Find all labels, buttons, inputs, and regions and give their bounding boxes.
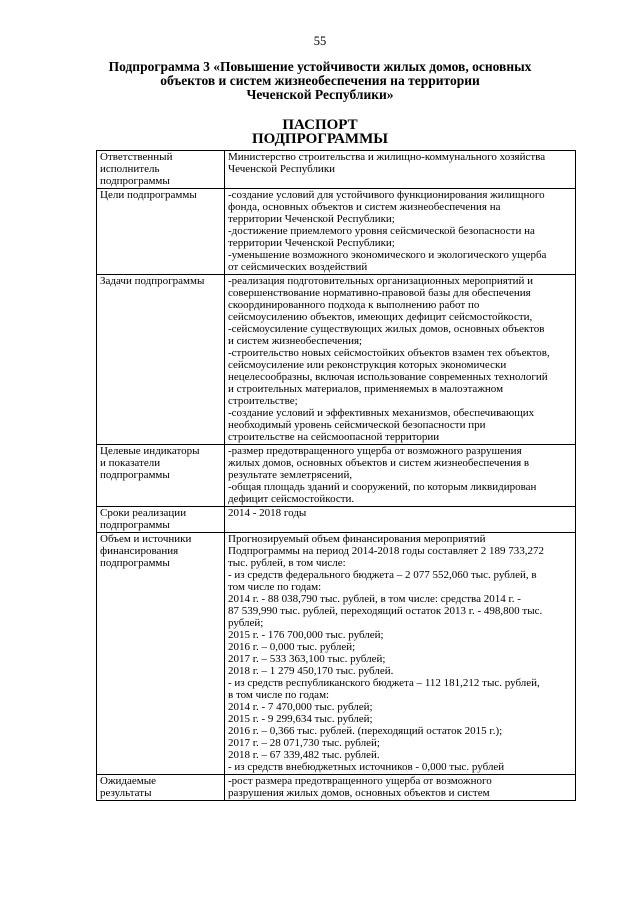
- value-line: - из средств федерального бюджета – 2 077 552,060 тыс. рублей, в: [228, 569, 537, 581]
- value-line: -рост размера предотвращенного ущерба от возможного: [228, 775, 492, 787]
- value-line: жилых домов, основных объектов и систем жизнеобеспечения в: [228, 457, 530, 469]
- row-value: [225, 445, 576, 507]
- value-line: -сейсмоусиление существующих жилых домов, основных объектов: [228, 323, 545, 335]
- row-label: [97, 507, 225, 533]
- value-line: Прогнозируемый объем финансирования мероприятий: [228, 533, 486, 545]
- label-line: исполнитель: [100, 163, 160, 175]
- row-value: [225, 507, 576, 533]
- row-label: [97, 445, 225, 507]
- row-value: [225, 275, 576, 445]
- value-line: необходимый уровень сейсмической безопасности при: [228, 419, 486, 431]
- value-line: нецелесообразны, включая использование современных технологий: [228, 371, 548, 383]
- value-line: 2014 - 2018 годы: [228, 507, 307, 519]
- label-line: Ожидаемые: [100, 775, 157, 787]
- label-line: подпрограммы: [100, 557, 170, 569]
- value-line: и систем жизнеобеспечения;: [228, 335, 363, 347]
- table-row: [97, 507, 576, 533]
- table-row: [97, 151, 576, 189]
- page-number: 55: [313, 34, 327, 48]
- table-row: [97, 775, 576, 801]
- row-value: [225, 533, 576, 775]
- value-line: -размер предотвращенного ущерба от возможного разрушения: [228, 445, 522, 457]
- value-line: 2015 г. - 9 299,634 тыс. рублей;: [228, 713, 373, 725]
- value-line: -достижение приемлемого уровня сейсмической безопасности на: [228, 225, 535, 237]
- value-line: том числе по годам:: [228, 581, 322, 593]
- value-line: 2016 г. – 0,000 тыс. рублей;: [228, 641, 356, 653]
- value-line: в том числе по годам:: [228, 689, 330, 701]
- value-line: 2015 г. - 176 700,000 тыс. рублей;: [228, 629, 384, 641]
- value-line: -общая площадь зданий и сооружений, по которым ликвидирован: [228, 481, 537, 493]
- label-line: подпрограммы: [100, 519, 170, 531]
- value-line: тыс. рублей, в том числе:: [228, 557, 346, 569]
- value-line: - из средств республиканского бюджета – 112 181,212 тыс. рублей,: [228, 677, 540, 689]
- value-line: 2014 г. - 7 470,000 тыс. рублей;: [228, 701, 373, 713]
- table-row: [97, 533, 576, 775]
- value-line: 2017 г. – 28 071,730 тыс. рублей;: [228, 737, 380, 749]
- row-label: [97, 533, 225, 775]
- label-line: Цели подпрограммы: [100, 189, 197, 201]
- heading-line: ПОДПРОГРАММЫ: [252, 131, 388, 147]
- row-value: [225, 151, 576, 189]
- value-line: территории Чеченской Республики;: [228, 237, 395, 249]
- row-value: [225, 189, 576, 275]
- value-line: 2014 г. - 88 038,790 тыс. рублей, в том числе: средства 2014 г. -: [228, 593, 521, 605]
- value-line: 87 539,990 тыс. рублей, переходящий остаток 2013 г. - 498,800 тыс.: [228, 605, 543, 617]
- value-line: -строительство новых сейсмостойких объектов взамен тех объектов,: [228, 347, 550, 359]
- row-label: [97, 275, 225, 445]
- value-line: рублей;: [228, 617, 264, 629]
- table-row: [97, 445, 576, 507]
- label-line: Ответственный: [100, 151, 173, 163]
- value-line: 2017 г. – 533 363,100 тыс. рублей;: [228, 653, 386, 665]
- passport-table-body: [97, 151, 576, 801]
- value-line: - из средств внебюджетных источников - 0,000 тыс. рублей: [228, 761, 505, 773]
- value-line: строительстве на сейсмоопасной территории: [228, 431, 440, 443]
- table-row: [97, 189, 576, 275]
- value-line: фонда, основных объектов и систем жизнеобеспечения на: [228, 201, 501, 213]
- row-label: [97, 189, 225, 275]
- label-line: и показатели: [100, 457, 161, 469]
- title-line: Подпрограмма 3 «Повышение устойчивости жилых домов, основных: [108, 59, 532, 74]
- value-line: совершенствование нормативно-правовой базы для обеспечения: [228, 287, 531, 299]
- label-line: подпрограммы: [100, 469, 170, 481]
- label-line: Целевые индикаторы: [100, 445, 200, 457]
- value-line: Министерство строительства и жилищно-коммунального хозяйства: [228, 151, 546, 163]
- value-line: сейсмоусилению объектов, имеющих дефицит сейсмостойкости,: [228, 311, 533, 323]
- label-line: Объем и источники: [100, 533, 192, 545]
- row-label: [97, 151, 225, 189]
- value-line: Подпрограммы на период 2014-2018 годы составляет 2 189 733,272: [228, 545, 544, 557]
- value-line: и строительных материалов, применяемых в малоэтажном: [228, 383, 504, 395]
- value-line: 2018 г. – 1 279 450,170 тыс. рублей.: [228, 665, 394, 677]
- value-line: -создание условий и эффективных механизмов, обеспечивающих: [228, 407, 535, 419]
- value-line: сейсмоусиление или реконструкция которых экономически: [228, 359, 507, 371]
- value-line: строительстве;: [228, 395, 298, 407]
- passport-table: [96, 150, 576, 801]
- document-title: [60, 60, 580, 102]
- label-line: результаты: [100, 787, 152, 799]
- value-line: 2016 г. – 0,366 тыс. рублей. (переходящий остаток 2015 г.);: [228, 725, 503, 737]
- label-line: финансирования: [100, 545, 179, 557]
- value-line: дефицит сейсмостойкости.: [228, 493, 355, 505]
- value-line: разрушения жилых домов, основных объектов и систем: [228, 787, 490, 799]
- value-line: от сейсмических воздействий: [228, 261, 368, 273]
- value-line: -создание условий для устойчивого функционирования жилищного: [228, 189, 545, 201]
- table-row: [97, 275, 576, 445]
- value-line: территории Чеченской Республики;: [228, 213, 395, 225]
- row-value: [225, 775, 576, 801]
- title-line: Чеченской Республики»: [246, 87, 394, 102]
- value-line: 2018 г. – 67 339,482 тыс. рублей.: [228, 749, 380, 761]
- value-line: -реализация подготовительных организационных мероприятий и: [228, 275, 534, 287]
- label-line: Сроки реализации: [100, 507, 187, 519]
- value-line: результате землетрясений,: [228, 469, 353, 481]
- title-line: объектов и систем жизнеобеспечения на территории: [160, 73, 480, 88]
- value-line: Чеченской Республики: [228, 163, 336, 175]
- row-label: [97, 775, 225, 801]
- label-line: подпрограммы: [100, 175, 170, 187]
- heading-line: ПАСПОРТ: [282, 117, 358, 133]
- value-line: скоординированного подхода к выполнению работ по: [228, 299, 480, 311]
- passport-heading: [60, 118, 580, 146]
- label-line: Задачи подпрограммы: [100, 275, 205, 287]
- value-line: -уменьшение возможного экономического и экологического ущерба: [228, 249, 547, 261]
